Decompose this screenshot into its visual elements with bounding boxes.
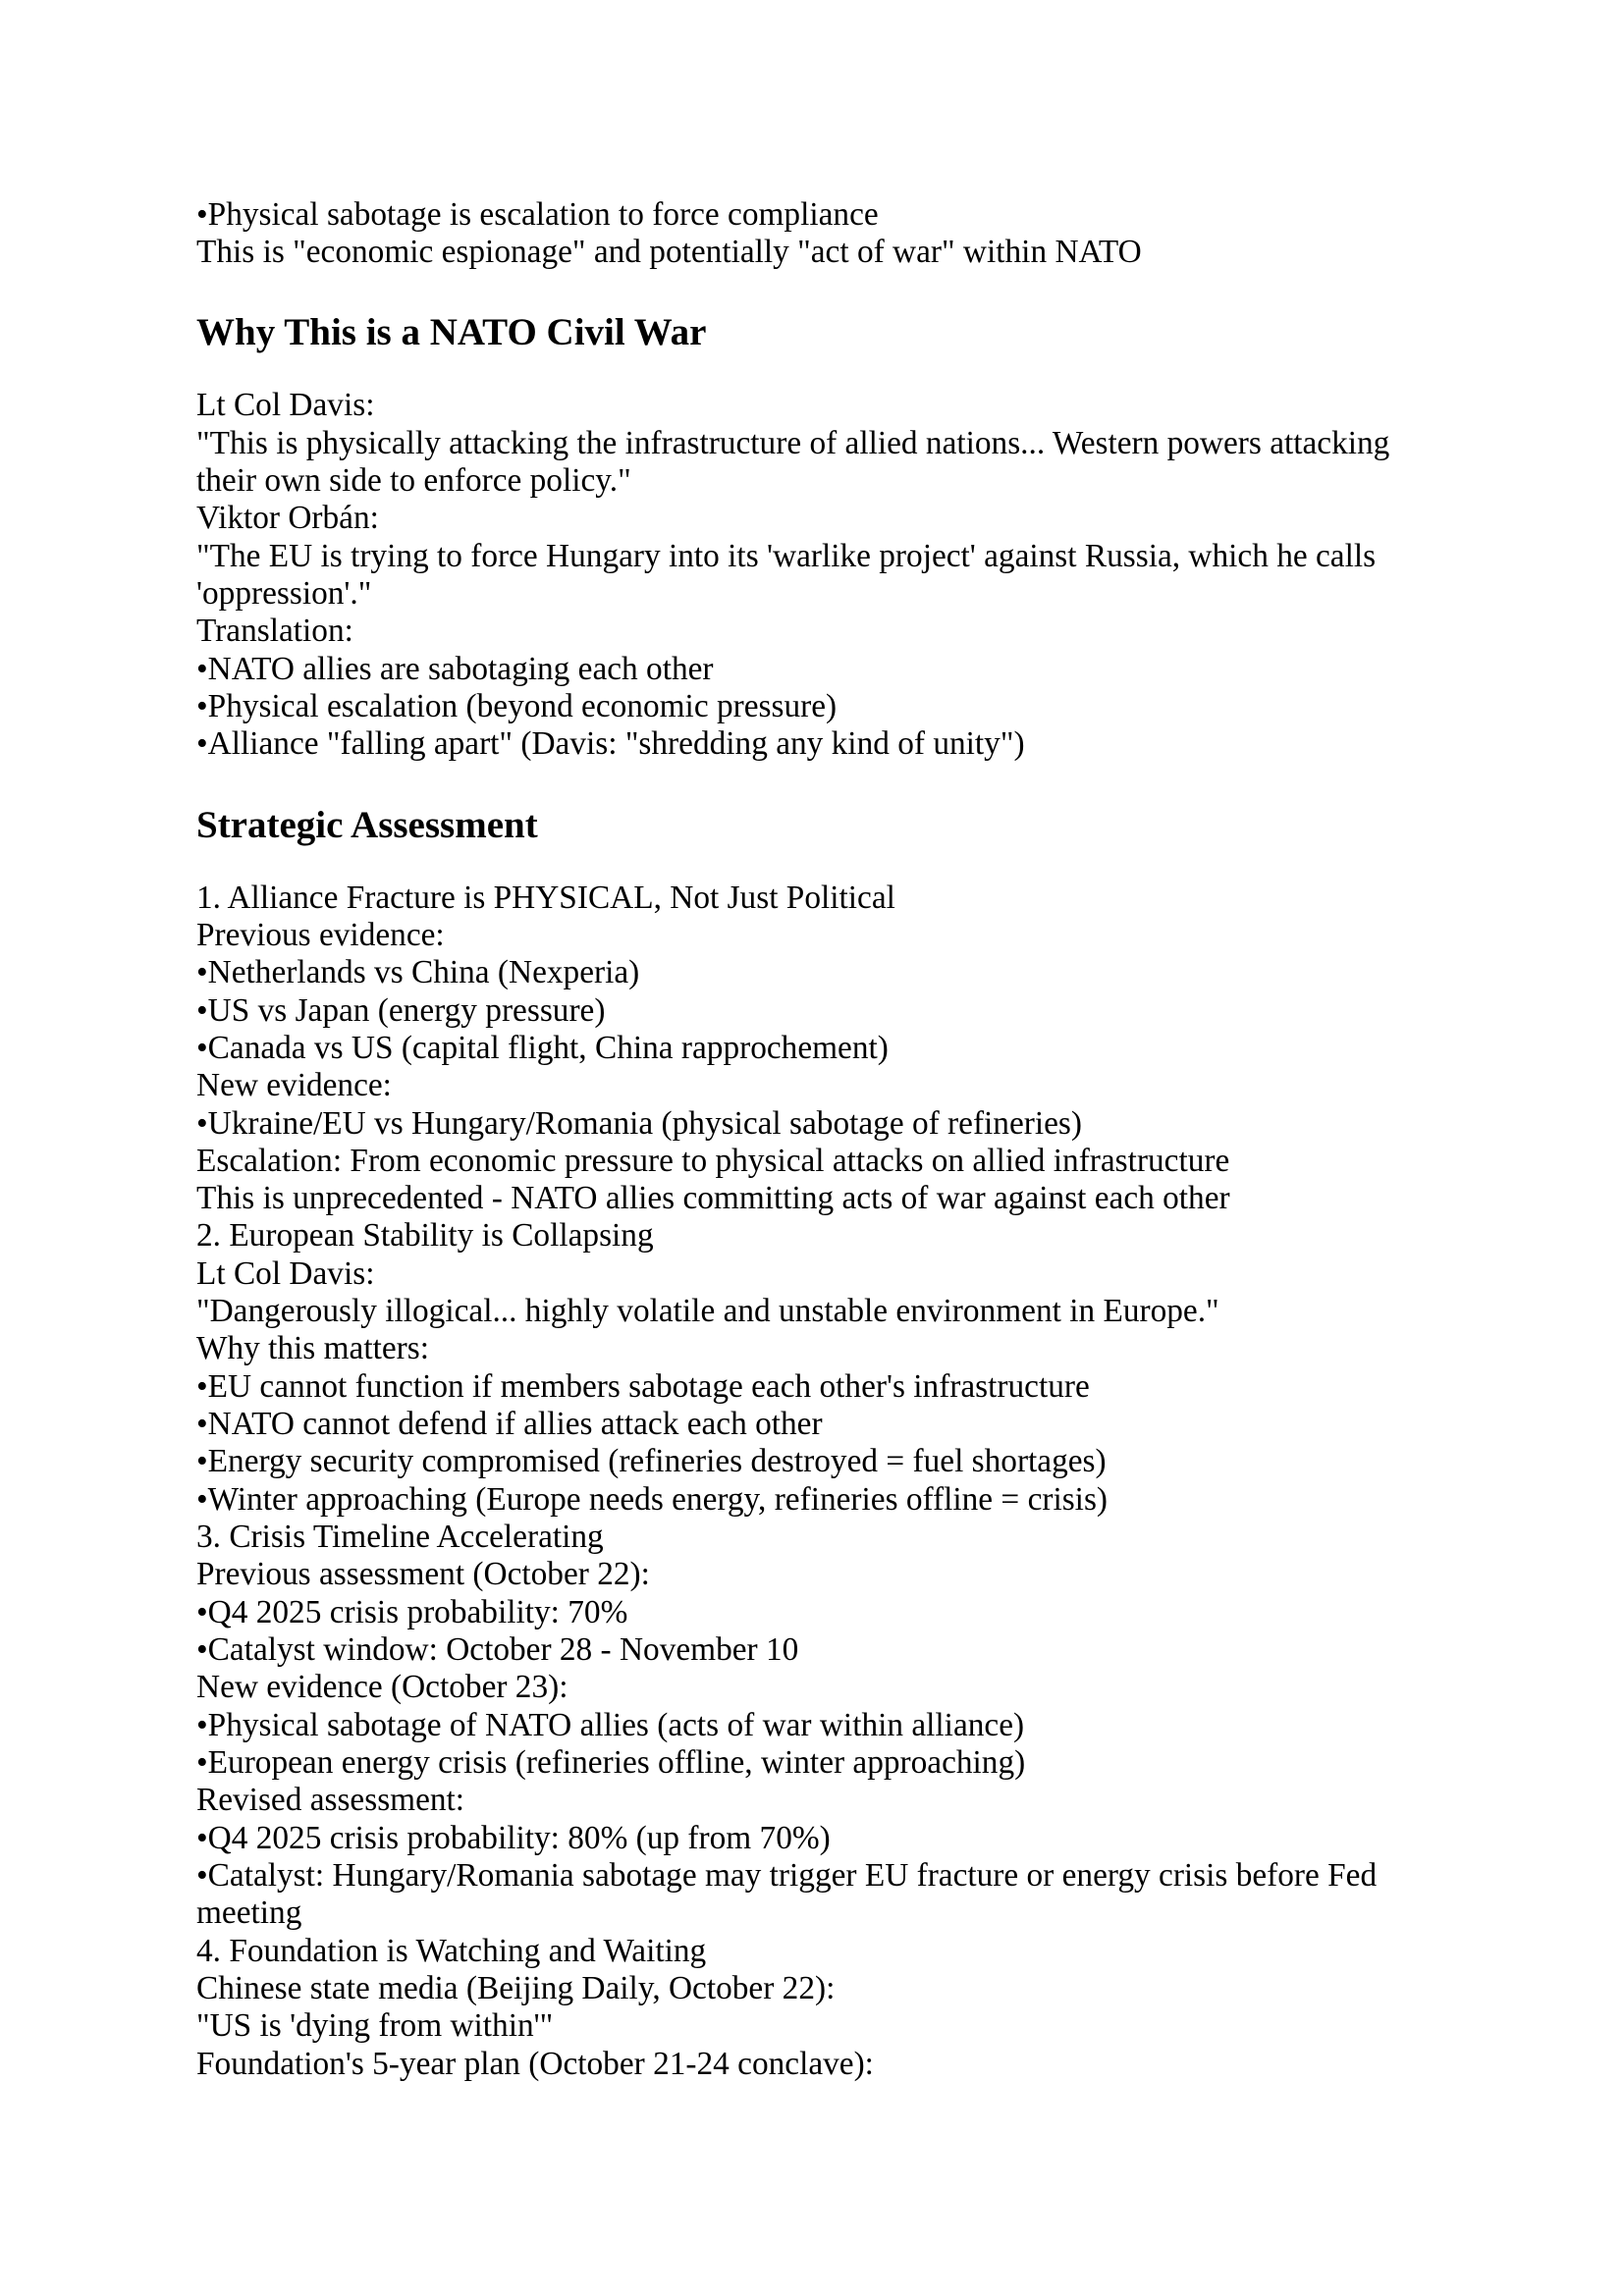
text-line: their own side to enforce policy." bbox=[196, 461, 631, 499]
text-line: Foundation's 5-year plan (October 21-24 conclave): bbox=[196, 2045, 874, 2082]
paragraph bbox=[196, 880, 1427, 2084]
text-line: •European energy crisis (refineries offline, winter approaching) bbox=[196, 1744, 1026, 1782]
section-heading: Why This is a NATO Civil War bbox=[196, 311, 707, 354]
text-line: Lt Col Davis: bbox=[196, 1255, 375, 1292]
text-line: •Q4 2025 crisis probability: 80% (up from 70%) bbox=[196, 1819, 831, 1856]
section-heading: Strategic Assessment bbox=[196, 803, 538, 846]
text-line: Chinese state media (Beijing Daily, October 22): bbox=[196, 1970, 836, 2007]
text-line: •Ukraine/EU vs Hungary/Romania (physical sabotage of refineries) bbox=[196, 1104, 1082, 1142]
text-line: New evidence: bbox=[196, 1067, 392, 1104]
text-line: Lt Col Davis: bbox=[196, 387, 375, 424]
text-line: 1. Alliance Fracture is PHYSICAL, Not Just Political bbox=[196, 879, 895, 916]
text-line: This is unprecedented - NATO allies committing acts of war against each other bbox=[196, 1180, 1230, 1217]
paragraph bbox=[196, 196, 1427, 272]
text-line: 4. Foundation is Watching and Waiting bbox=[196, 1932, 707, 1969]
text-line: •Alliance "falling apart" (Davis: "shredding any kind of unity") bbox=[196, 725, 1025, 763]
text-line: Translation: bbox=[196, 613, 353, 650]
text-line: New evidence (October 23): bbox=[196, 1669, 568, 1706]
text-line: This is "economic espionage" and potentially "act of war" within NATO bbox=[196, 233, 1142, 270]
text-line: "US is 'dying from within'" bbox=[196, 2007, 554, 2045]
text-line: 'oppression'." bbox=[196, 574, 372, 612]
text-line: 3. Crisis Timeline Accelerating bbox=[196, 1519, 604, 1556]
text-line: •Physical sabotage of NATO allies (acts of war within alliance) bbox=[196, 1706, 1025, 1743]
text-line: Viktor Orbán: bbox=[196, 500, 379, 537]
text-line: •Physical sabotage is escalation to force compliance bbox=[196, 195, 879, 233]
text-line: Why this matters: bbox=[196, 1330, 429, 1367]
text-line: "Dangerously illogical... highly volatile and unstable environment in Europe." bbox=[196, 1293, 1219, 1330]
text-line: •Netherlands vs China (Nexperia) bbox=[196, 954, 640, 991]
document-content bbox=[196, 196, 1427, 2083]
text-line: •Catalyst window: October 28 - November 10 bbox=[196, 1631, 799, 1669]
text-line: Previous assessment (October 22): bbox=[196, 1556, 650, 1593]
text-line: "The EU is trying to force Hungary into its 'warlike project' against Russia, which he calls bbox=[196, 537, 1377, 574]
text-line: Previous evidence: bbox=[196, 916, 445, 953]
text-line: 2. European Stability is Collapsing bbox=[196, 1217, 654, 1255]
text-line: •EU cannot function if members sabotage each other's infrastructure bbox=[196, 1367, 1090, 1405]
text-line: •Energy security compromised (refineries destroyed = fuel shortages) bbox=[196, 1443, 1107, 1480]
text-line: meeting bbox=[196, 1895, 302, 1932]
text-line: Escalation: From economic pressure to physical attacks on allied infrastructure bbox=[196, 1142, 1230, 1179]
text-line: •Winter approaching (Europe needs energy, refineries offline = crisis) bbox=[196, 1480, 1109, 1518]
text-line: •Q4 2025 crisis probability: 70% bbox=[196, 1593, 628, 1630]
text-line: •Canada vs US (capital flight, China rapprochement) bbox=[196, 1029, 889, 1066]
text-line: Revised assessment: bbox=[196, 1782, 465, 1819]
text-line: •Physical escalation (beyond economic pressure) bbox=[196, 687, 838, 724]
text-line: •US vs Japan (energy pressure) bbox=[196, 991, 606, 1029]
text-line: •NATO allies are sabotaging each other bbox=[196, 650, 714, 687]
text-line: "This is physically attacking the infrastructure of allied nations... Western powers attacking bbox=[196, 424, 1390, 461]
paragraph bbox=[196, 387, 1427, 763]
text-line: •NATO cannot defend if allies attack each other bbox=[196, 1406, 823, 1443]
text-line: •Catalyst: Hungary/Romania sabotage may trigger EU fracture or energy crisis before Fed bbox=[196, 1857, 1378, 1895]
